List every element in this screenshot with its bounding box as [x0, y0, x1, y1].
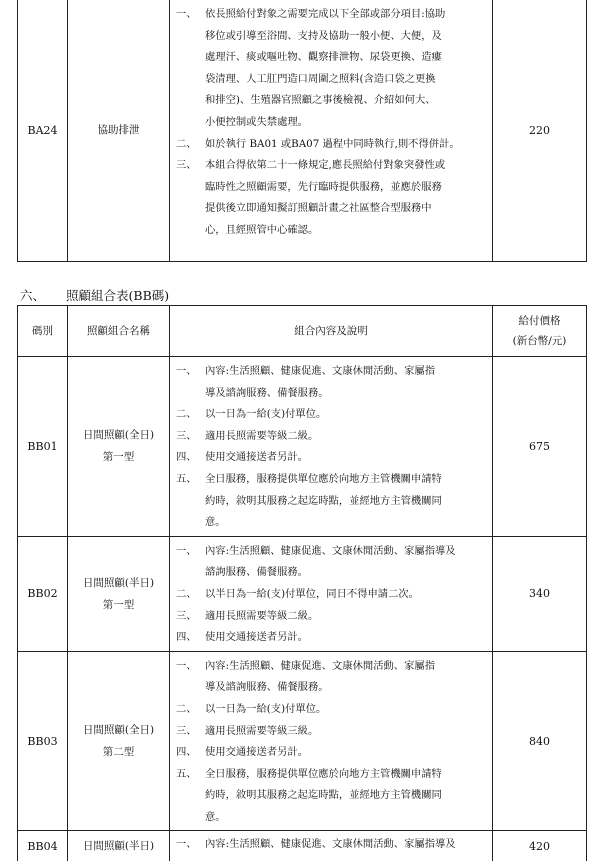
description-line — [176, 383, 484, 405]
description-line — [176, 112, 484, 134]
item-text: 小便控制或失禁處理。 — [205, 115, 308, 128]
item-number: 五、 — [176, 767, 197, 780]
item-text: 以一日為一給(支)付單位。 — [205, 408, 327, 421]
item-text: 內容:生活照顧、健康促進、文康休閒活動、家屬指 — [205, 365, 435, 377]
description-line — [176, 491, 484, 513]
description-line — [176, 785, 484, 807]
row-description — [170, 536, 493, 651]
row-description — [170, 651, 493, 831]
description-line — [176, 677, 484, 699]
description-line — [176, 764, 484, 786]
row-price: 220 — [493, 0, 587, 261]
row-price: 840 — [493, 651, 587, 831]
row-description — [170, 357, 493, 537]
table-row — [18, 536, 587, 651]
item-text: 如於執行 BA01 或BA07 過程中同時執行,則不得併計。 — [205, 137, 460, 150]
row-name-line1: 日間照顧(半日) — [82, 840, 155, 853]
description-line — [176, 220, 484, 242]
item-text: 移位或引導至浴間、支持及協助一般小便、大便，及 — [205, 29, 442, 42]
header-price-line2: (新台幣/元) — [512, 335, 567, 347]
item-number: 四、 — [176, 451, 197, 464]
description-line — [176, 177, 484, 199]
item-text: 適用長照需要等級二級。 — [205, 429, 319, 442]
table-row — [18, 651, 587, 831]
item-text: 提供後立即通知擬訂照顧計畫之社區整合型服務中 — [205, 202, 432, 215]
item-number: 三、 — [176, 429, 197, 442]
description-line — [176, 426, 484, 448]
description-line — [176, 155, 484, 177]
item-text: 內容:生活照顧、健康促進、文康休閒活動、家屬指 — [205, 659, 435, 672]
item-number: 四、 — [176, 631, 197, 644]
item-text: 臨時性之照顧需要，先行臨時提供服務，並應於服務 — [205, 180, 442, 193]
row-code: BB02 — [18, 536, 68, 651]
header-code: 碼別 — [18, 306, 68, 357]
description-line — [176, 361, 484, 383]
row-name-line2: 第二型 — [102, 746, 135, 759]
description-line — [176, 47, 484, 69]
item-text: 處理汗、痰或嘔吐物、觀察排泄物、尿袋更換、造瘻 — [205, 51, 442, 64]
item-text: 心，且經照管中心確認。 — [205, 223, 319, 236]
item-text: 使用交通接送者另計。 — [205, 746, 308, 759]
row-price: 340 — [493, 536, 587, 651]
item-text: 以半日為一給(支)付單位，同日不得申請二次。 — [205, 587, 419, 600]
item-text: 約時，敘明其服務之起迄時點，並經地方主管機關同 — [205, 494, 442, 507]
bb-care-combination-table — [17, 305, 587, 861]
item-number: 一、 — [176, 838, 197, 851]
item-text: 和排空)、生殖器官照顧之事後檢視、介紹如何大、 — [205, 94, 436, 107]
item-text: 意。 — [205, 810, 226, 823]
row-price: 675 — [493, 357, 587, 537]
description-line — [176, 699, 484, 721]
item-text: 使用交通接送者另計。 — [205, 451, 308, 464]
header-price-line1: 給付價格 — [518, 315, 561, 327]
description-line — [176, 404, 484, 426]
row-code: BB04 — [18, 831, 68, 861]
item-text: 諮詢服務、備餐服務。 — [205, 566, 308, 579]
row-name-line1: 日間照顧(全日) — [82, 429, 155, 442]
table-row — [18, 831, 587, 861]
header-price — [493, 306, 587, 357]
row-price: 420 — [493, 831, 587, 861]
item-text: 適用長照需要等級三級。 — [205, 724, 319, 737]
description-line — [176, 721, 484, 743]
table-row — [18, 0, 587, 261]
item-text: 本組合得依第二十一條規定,應長照給付對象突發性或 — [205, 159, 446, 172]
description-line — [176, 584, 484, 606]
section-title — [20, 287, 169, 305]
item-text: 適用長照需要等級二級。 — [205, 609, 319, 622]
item-text: 內容:生活照顧、健康促進、文康休閒活動、家屬指導及 — [205, 838, 456, 851]
item-number: 四、 — [176, 746, 197, 759]
row-name-line1: 日間照顧(半日) — [82, 576, 155, 589]
description-line — [176, 562, 484, 584]
description-line — [176, 512, 484, 534]
row-code: BA24 — [18, 0, 68, 261]
row-name: 協助排泄 — [68, 0, 170, 261]
item-text: 袋清理、人工肛門造口周圍之照料(含造口袋之更換 — [205, 72, 436, 85]
row-name-line2: 第一型 — [102, 451, 135, 464]
table-header-row — [18, 306, 587, 357]
row-name-line2: 第一型 — [102, 598, 135, 611]
description-line — [176, 656, 484, 678]
row-name — [68, 536, 170, 651]
description-line — [176, 606, 484, 628]
row-description — [170, 831, 493, 861]
row-name-line1: 日間照顧(全日) — [82, 724, 155, 737]
item-number: 二、 — [176, 587, 197, 600]
description-line — [176, 627, 484, 649]
item-number: 五、 — [176, 472, 197, 485]
item-number: 一、 — [176, 659, 197, 672]
item-text: 全日服務，服務提供單位應於向地方主管機關申請特 — [205, 472, 442, 485]
header-name: 照顧組合名稱 — [68, 306, 170, 357]
row-name — [68, 651, 170, 831]
row-name — [68, 357, 170, 537]
header-content: 組合內容及說明 — [170, 306, 493, 357]
row-code: BB01 — [18, 357, 68, 537]
section-heading: 照顧組合表(BB碼) — [66, 288, 170, 303]
table-row — [18, 357, 587, 537]
row-name — [68, 831, 170, 861]
item-text: 導及諮詢服務、備餐服務。 — [205, 386, 329, 399]
description-line — [176, 198, 484, 220]
item-text: 內容:生活照顧、健康促進、文康休閒活動、家屬指導及 — [205, 544, 456, 557]
description-line — [176, 26, 484, 48]
item-number: 三、 — [176, 609, 197, 622]
description-line — [176, 69, 484, 91]
description-line — [176, 447, 484, 469]
item-text: 使用交通接送者另計。 — [205, 631, 308, 644]
description-line — [176, 90, 484, 112]
row-description — [170, 0, 493, 261]
item-number: 三、 — [176, 159, 197, 172]
item-number: 一、 — [176, 8, 197, 20]
item-text: 全日服務，服務提供單位應於向地方主管機關申請特 — [205, 767, 442, 780]
description-line — [176, 134, 484, 156]
row-code: BB03 — [18, 651, 68, 831]
item-number: 二、 — [176, 137, 197, 150]
ba24-continuation-table — [17, 0, 587, 262]
item-text: 意。 — [205, 516, 226, 529]
item-text: 依長照給付對象之需要完成以下全部或部分項目:協助 — [205, 8, 446, 20]
section-number: 六、 — [20, 288, 46, 303]
item-number: 一、 — [176, 544, 197, 557]
item-number: 二、 — [176, 702, 197, 715]
description-line — [176, 807, 484, 829]
item-number: 二、 — [176, 408, 197, 421]
item-number: 一、 — [176, 365, 197, 377]
item-text: 以一日為一給(支)付單位。 — [205, 702, 327, 715]
description-line — [176, 469, 484, 491]
description-line — [176, 541, 484, 563]
item-text: 導及諮詢服務、備餐服務。 — [205, 681, 329, 694]
item-text: 約時，敘明其服務之起迄時點，並經地方主管機關同 — [205, 789, 442, 802]
description-line — [176, 834, 484, 856]
item-number: 三、 — [176, 724, 197, 737]
description-line — [176, 742, 484, 764]
description-line — [176, 4, 484, 26]
